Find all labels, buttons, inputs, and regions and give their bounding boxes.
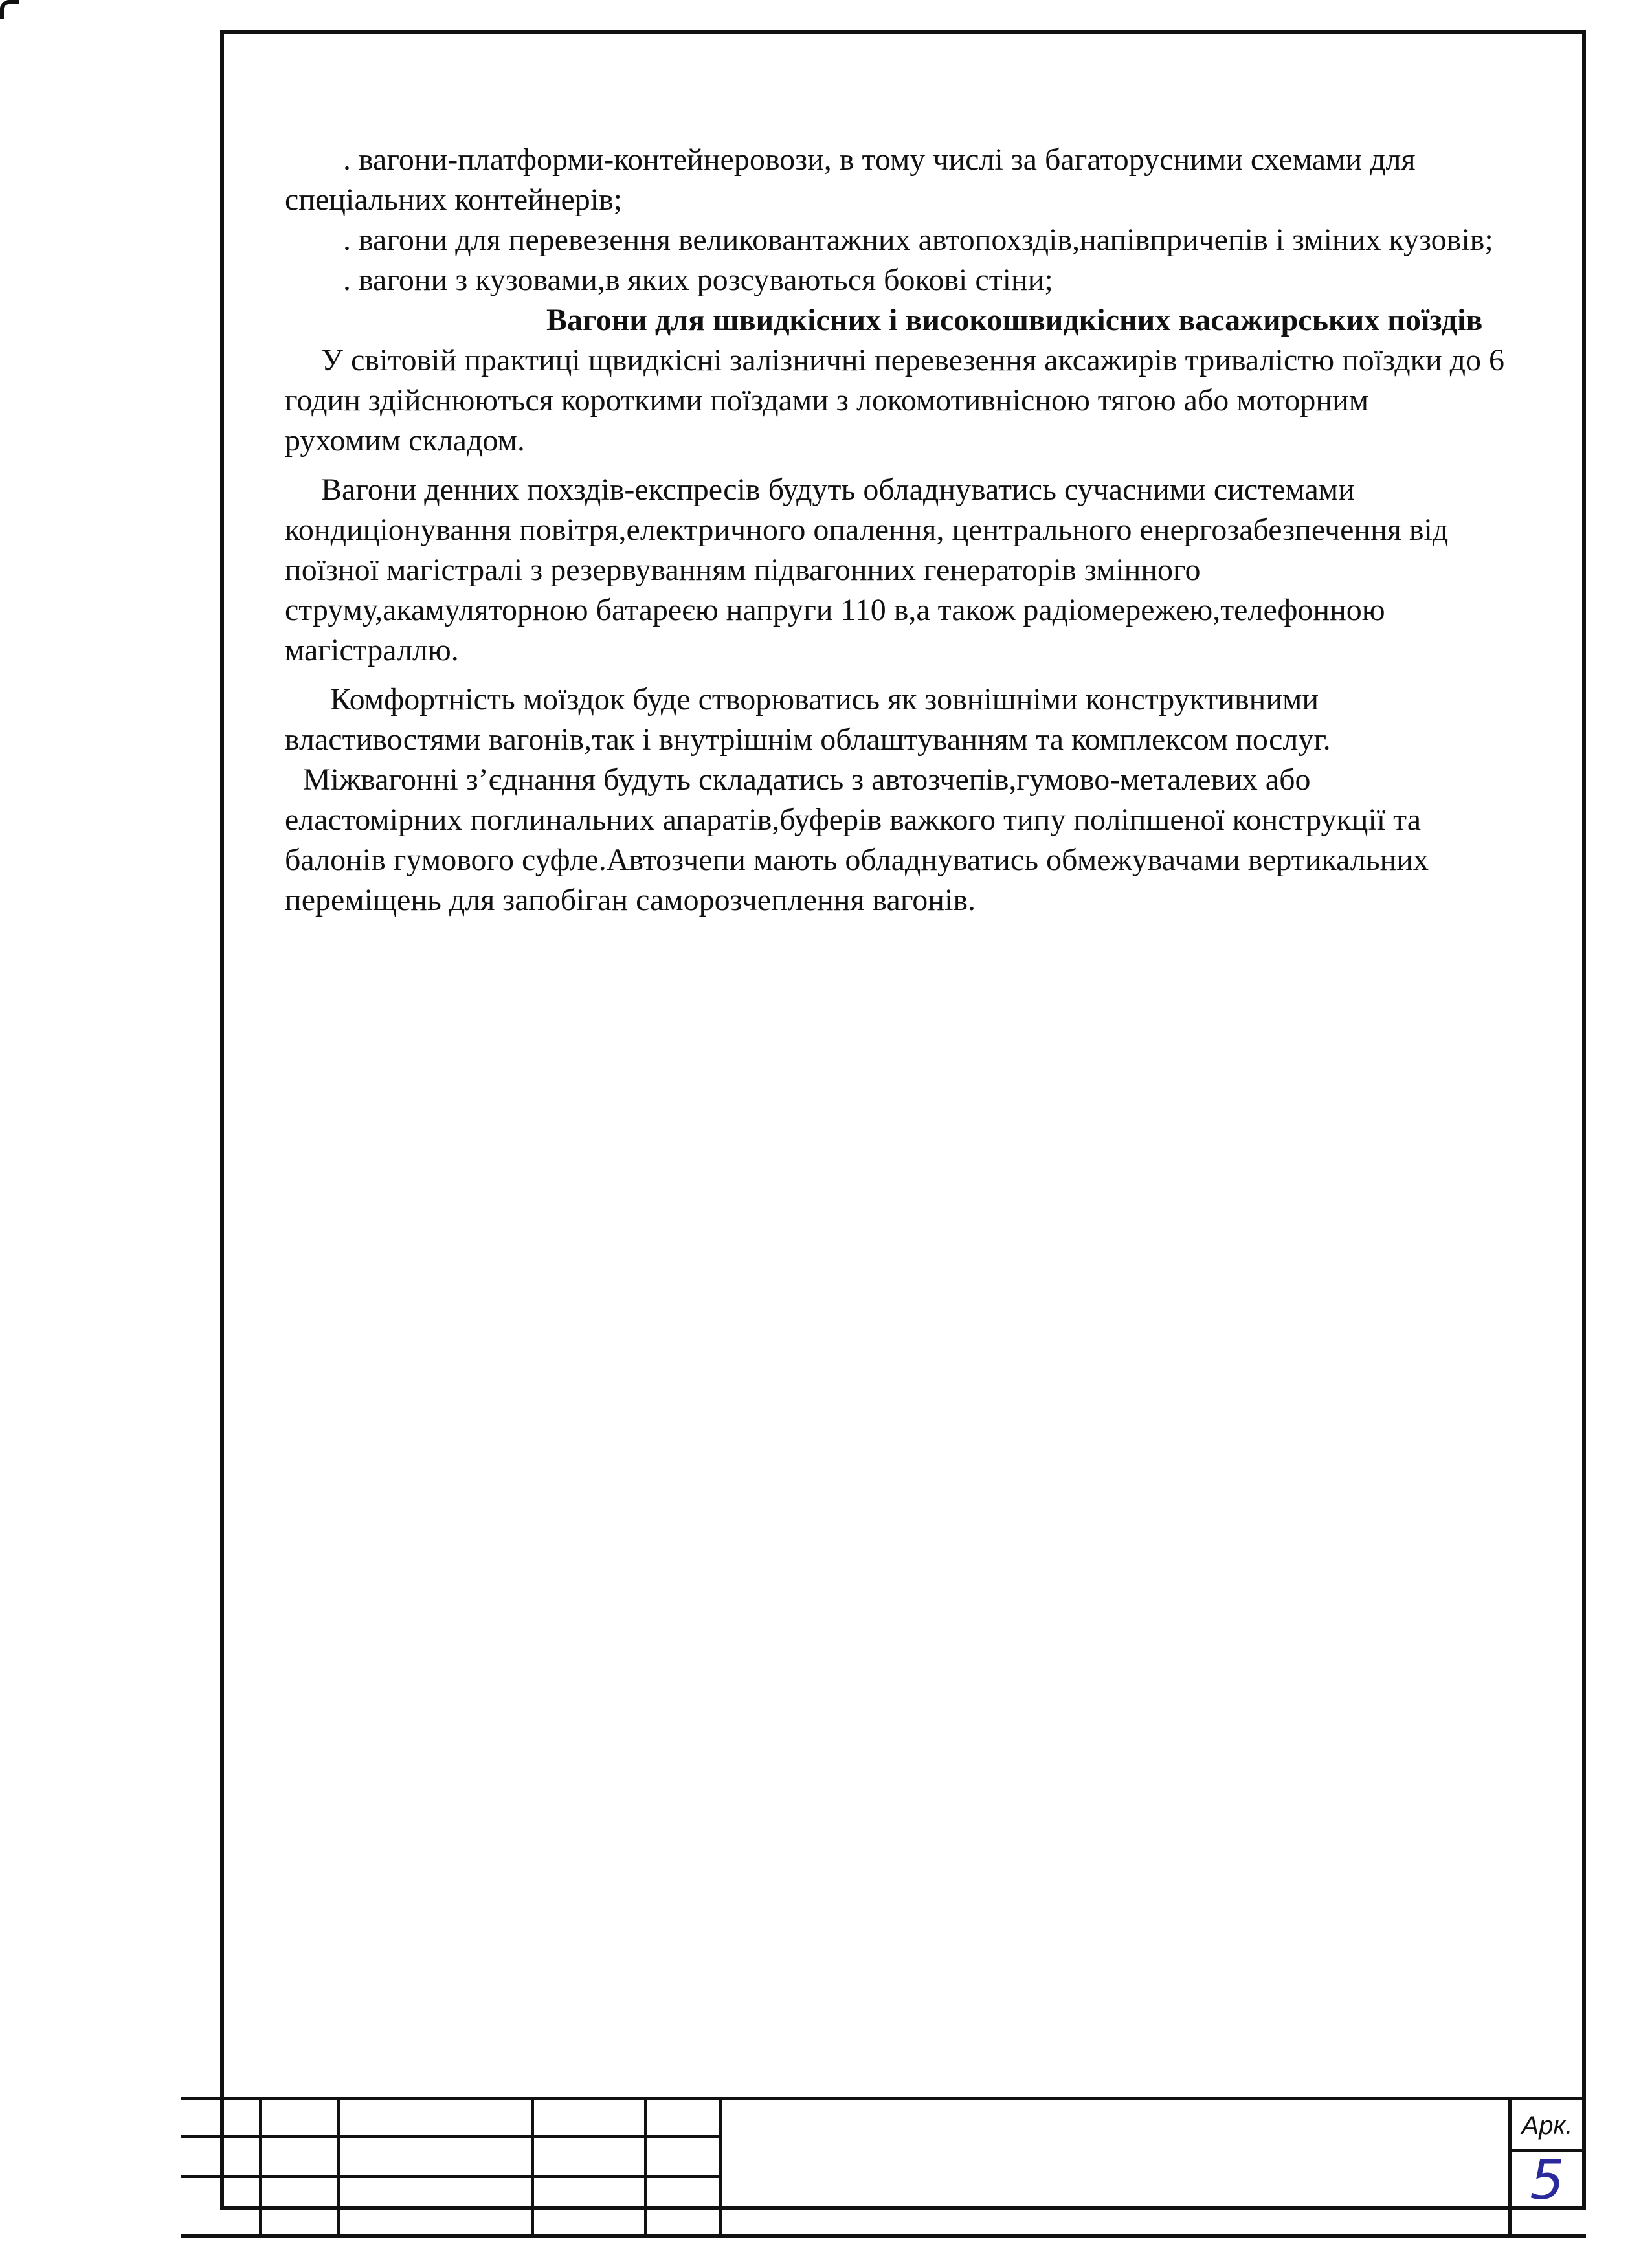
text-line: . вагони для перевезення великовантажних автопохздів,напівпричепів і зміних кузовів;: [343, 223, 1493, 257]
text-line: спеціальних контейнерів;: [285, 183, 623, 217]
title-block-column-line: [337, 2097, 340, 2237]
title-block-column-line: [719, 2097, 722, 2237]
sheet-label: Арк.: [1521, 2111, 1573, 2140]
text-line: годин здійснюються короткими поїздами з локомотивнісною тягою або моторним: [285, 383, 1369, 417]
text-line: рухомим складом.: [285, 423, 525, 458]
title-block: [181, 2097, 1586, 2237]
text-line: балонів гумового суфле.Автозчепи мають обладнуватись обмежувачами вертикальних: [285, 843, 1429, 877]
scan-corner-mark: [0, 0, 19, 19]
text-line: переміщень для запобіган саморозчеплення вагонів.: [285, 883, 976, 917]
text-line: властивостями вагонів,так і внутрішнім облаштуванням та комплексом послуг.: [285, 722, 1331, 757]
document-body: [285, 140, 1573, 920]
text-line: струму,акамуляторною батареєю напруги 110 в,а також радіомережею,телефонною: [285, 593, 1385, 627]
title-block-top-line: [181, 2097, 1586, 2100]
text-line: У світовій практиці щвидкісні залізничні перевезення аксажирів тривалістю поїздки до 6: [321, 343, 1505, 377]
text-line: кондиціонування повітря,електричного опалення, центрального енергозабезпечення від: [285, 513, 1449, 547]
title-block-column-line: [644, 2097, 647, 2237]
text-line: магістраллю.: [285, 633, 459, 667]
title-block-bottom-line: [181, 2234, 1586, 2238]
title-block-column-line: [531, 2097, 534, 2237]
section-heading: Вагони для швидкісних і високошвидкісних васажирських поїздів: [546, 303, 1483, 337]
title-block-row-line: [181, 2175, 722, 2178]
sheet-number: 5: [1530, 2148, 1565, 2212]
text-line: еластомірних поглинальних апаратів,буферів важкого типу поліпшеної конструкції та: [285, 803, 1421, 837]
text-line: . вагони з кузовами,в яких розсуваються бокові стіни;: [343, 263, 1053, 297]
title-block-row-line: [181, 2135, 722, 2138]
title-block-column-line: [259, 2097, 262, 2237]
text-line: Міжвагонні з’єднання будуть складатись з автозчепів,гумово-металевих або: [303, 762, 1311, 797]
text-line: поїзної магістралі з резервуванням підвагонних генераторів змінного: [285, 553, 1201, 587]
text-line: . вагони-платформи-контейнеровози, в тому числі за багаторусними схемами для: [343, 142, 1416, 177]
text-line: Вагони денних похздів-експресів будуть обладнуватись сучасними системами: [321, 472, 1355, 507]
text-line: Комфортність моїздок буде створюватись як зовнішніми конструктивними: [330, 682, 1319, 717]
